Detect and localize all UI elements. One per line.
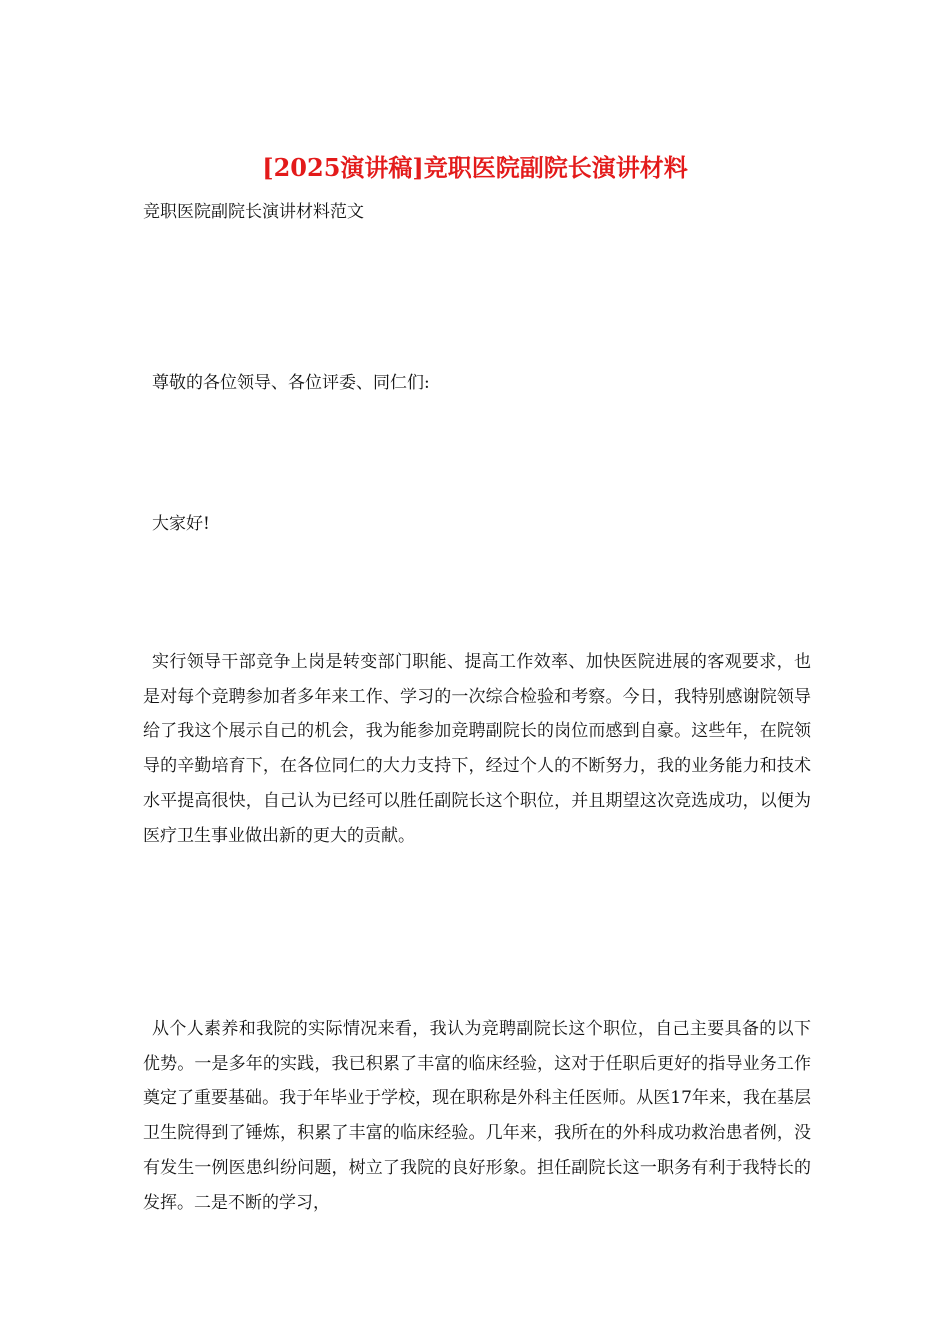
- document-title: [2025演讲稿]竞职医院副院长演讲材料: [262, 153, 688, 182]
- document-subtitle: 竞职医院副院长演讲材料范文: [143, 202, 364, 222]
- paragraph-hello: 大家好!: [152, 514, 210, 534]
- paragraph-body-1: 实行领导干部竞争上岗是转变部门职能、提高工作效率、加快医院进展的客观要求，也是对每个竞聘参加者多年来工作、学习的一次综合检验和考察。今日，我特别感谢院领导给了我这个展示自己的机会，我为能参加竞聘副院长的岗位而感到自豪。这些年，在院领导的辛勤培育下，在各位同仁的大力支持下，经过个人的不断努力，我的业务能力和技术水平提高很快，自己认为已经可以胜任副院长这个职位，并且期望这次竞选成功，以便为医疗卫生事业做出新的更大的贡献。: [143, 652, 811, 846]
- paragraph-body-2: 从个人素养和我院的实际情况来看，我认为竞聘副院长这个职位，自己主要具备的以下优势。一是多年的实践，我已积累了丰富的临床经验，这对于任职后更好的指导业务工作奠定了重要基础。我于年毕业于学校，现在职称是外科主任医师。从医17年来，我在基层卫生院得到了锤炼，积累了丰富的临床经验。几年来，我所在的外科成功救治患者例，没有发生一例医患纠纷问题，树立了我院的良好形象。担任副院长这一职务有利于我特长的发挥。二是不断的学习，: [143, 1019, 811, 1213]
- paragraph-greeting: 尊敬的各位领导、各位评委、同仁们:: [152, 373, 430, 393]
